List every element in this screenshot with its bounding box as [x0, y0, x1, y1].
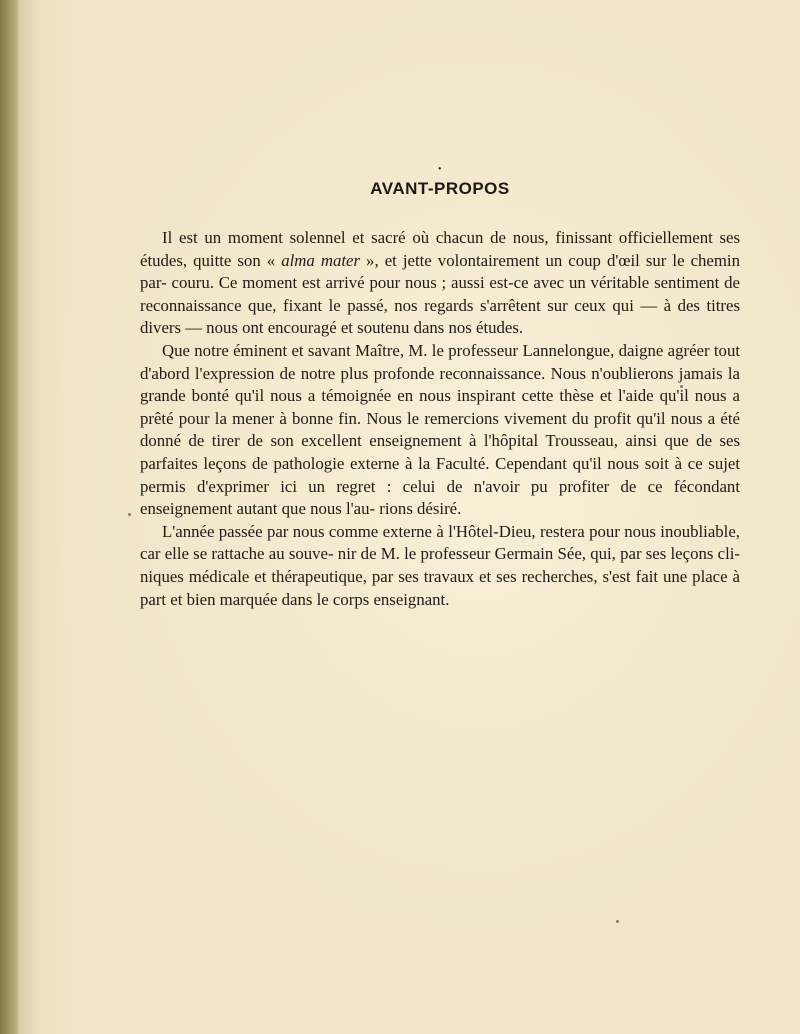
- paragraph-3: L'année passée par nous comme externe à l'Hôtel-Dieu, restera pour nous inoubliable, car elle se rattache au souve- nir de M. le professeur Germain Sée, qui, par ses leçons cli- niques médicale et thérapeutique, par ses travaux et ses recherches, s'est fait une place à part et bien marquée dans le corps enseignant.: [140, 521, 740, 609]
- paragraph-1: Il est un moment solennel et sacré où chacun de nous, finissant officiellement ses études, quitte son « alma mater », et jette volontairement un coup d'œil sur le chemin par- couru. Ce moment est arrivé pour nous ; aussi est-ce avec un véritable sentiment de reconnaissance que, fixant le passé, nos regards s'arrêtent sur ceux qui — à des titres divers — nous ont encouragé et soutenu dans nos études.: [140, 228, 740, 338]
- paper-speck: [128, 513, 131, 516]
- paper-speck: [616, 920, 619, 923]
- paragraph-2: Que notre éminent et savant Maître, M. le professeur Lannelongue, daigne agréer tout d'abord l'expression de notre plus profonde reconnaissance. Nous n'oublierons jamais la grande bonté qu'il nous a témoignée en nous inspirant cette thèse et l'aide qu'il nous a prêté pour la mener à bonne fin. Nous le remercions vivement du profit qu'il nous a été donné de tirer de son excellent enseignement à l'hôpital Trousseau, ainsi que de ses parfaites leçons de pathologie externe à la Faculté. Cependant qu'il nous soit à ce sujet permis d'exprimer ici un regret : celui de n'avoir pu profiter de ce fécondant enseignement autant que nous l'au- rions désiré.: [140, 340, 740, 519]
- heading-text: AVANT-PROPOS: [370, 179, 510, 198]
- section-heading: [140, 165, 740, 199]
- latin-phrase: alma mater: [281, 250, 360, 270]
- heading-ornament: •: [438, 164, 442, 173]
- document-page: [140, 165, 740, 611]
- book-spine-shadow: [0, 0, 18, 1034]
